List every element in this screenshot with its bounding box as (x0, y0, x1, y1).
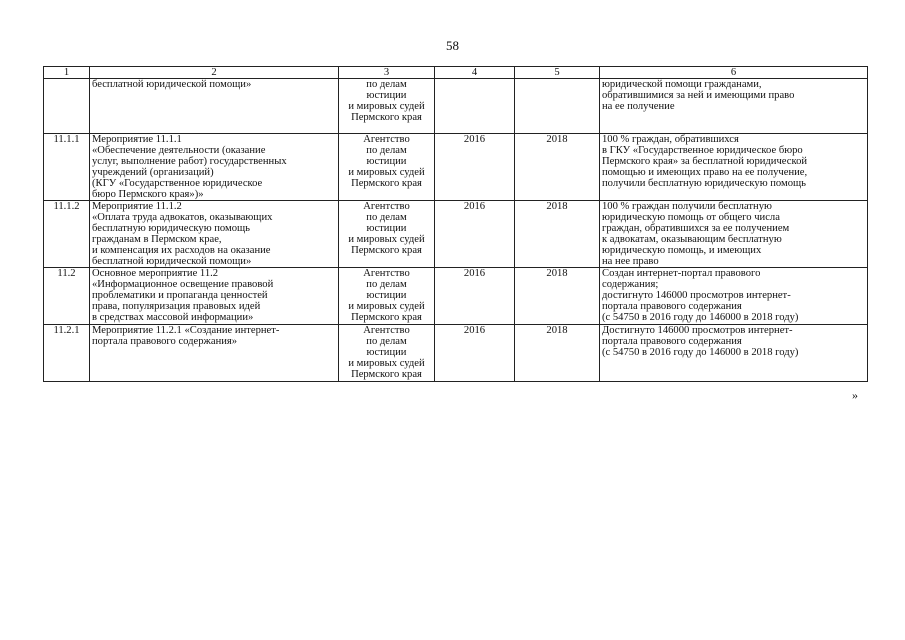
start-year: 2016 (435, 201, 515, 268)
column-header: 3 (339, 67, 435, 79)
executor: Агентство по делам юстиции и мировых судей Пермского края (339, 325, 435, 382)
measures-table (43, 66, 868, 382)
end-year: 2018 (515, 325, 600, 382)
table-row (44, 325, 868, 382)
row-number: 11.1.1 (44, 134, 90, 201)
end-year (515, 79, 600, 134)
measure-name: Мероприятие 11.1.2 «Оплата труда адвокатов, оказывающих бесплатную юридическую помощь гражданам в Пермском крае, и компенсация их расходов на оказание бесплатной юридической помощи» (90, 201, 339, 268)
end-year: 2018 (515, 201, 600, 268)
end-year: 2018 (515, 134, 600, 201)
column-header: 1 (44, 67, 90, 79)
start-year: 2016 (435, 134, 515, 201)
executor: Агентство по делам юстиции и мировых судей Пермского края (339, 268, 435, 325)
expected-result: 100 % граждан, обратившихся в ГКУ «Государственное юридическое бюро Пермского края» за бесплатной юридической помощью и имеющих право на ее получение, получили бесплатную юридическую помощь (600, 134, 868, 201)
table-row (44, 201, 868, 268)
row-number: 11.2 (44, 268, 90, 325)
start-year: 2016 (435, 325, 515, 382)
expected-result: юридической помощи гражданами, обратившимися за ней и имеющими право на ее получение (600, 79, 868, 134)
executor: по делам юстиции и мировых судей Пермского края (339, 79, 435, 134)
executor: Агентство по делам юстиции и мировых судей Пермского края (339, 134, 435, 201)
start-year (435, 79, 515, 134)
table-row (44, 79, 868, 134)
column-header: 5 (515, 67, 600, 79)
measure-name: Мероприятие 11.1.1 «Обеспечение деятельности (оказание услуг, выполнение работ) государственных учреждений (организаций) (КГУ «Государственное юридическое бюро Пермского края»)» (90, 134, 339, 201)
measure-name: Основное мероприятие 11.2 «Информационное освещение правовой проблематики и пропаганда ценностей права, популяризация правовых идей в средствах массовой информации» (90, 268, 339, 325)
page-number: 58 (446, 38, 459, 53)
row-number (44, 79, 90, 134)
table-row (44, 268, 868, 325)
expected-result: 100 % граждан получили бесплатную юридическую помощь от общего числа граждан, обратившихся за ее получением к адвокатам, оказывающим бесплатную юридическую помощь, и имеющих на нее право (600, 201, 868, 268)
end-year: 2018 (515, 268, 600, 325)
expected-result: Достигнуто 146000 просмотров интернет- портала правового содержания (с 54750 в 2016 году до 146000 в 2018 году) (600, 325, 868, 382)
row-number: 11.1.2 (44, 201, 90, 268)
start-year: 2016 (435, 268, 515, 325)
row-number: 11.2.1 (44, 325, 90, 382)
column-header: 2 (90, 67, 339, 79)
executor: Агентство по делам юстиции и мировых судей Пермского края (339, 201, 435, 268)
expected-result: Создан интернет-портал правового содержания; достигнуто 146000 просмотров интернет- портала правового содержания (с 54750 в 2016 году до 146000 в 2018 году) (600, 268, 868, 325)
column-header: 6 (600, 67, 868, 79)
closing-quote: » (852, 388, 858, 402)
table-header-row (44, 67, 868, 79)
column-header: 4 (435, 67, 515, 79)
table-row (44, 134, 868, 201)
measure-name: Мероприятие 11.2.1 «Создание интернет- портала правового содержания» (90, 325, 339, 382)
measure-name: бесплатной юридической помощи» (90, 79, 339, 134)
